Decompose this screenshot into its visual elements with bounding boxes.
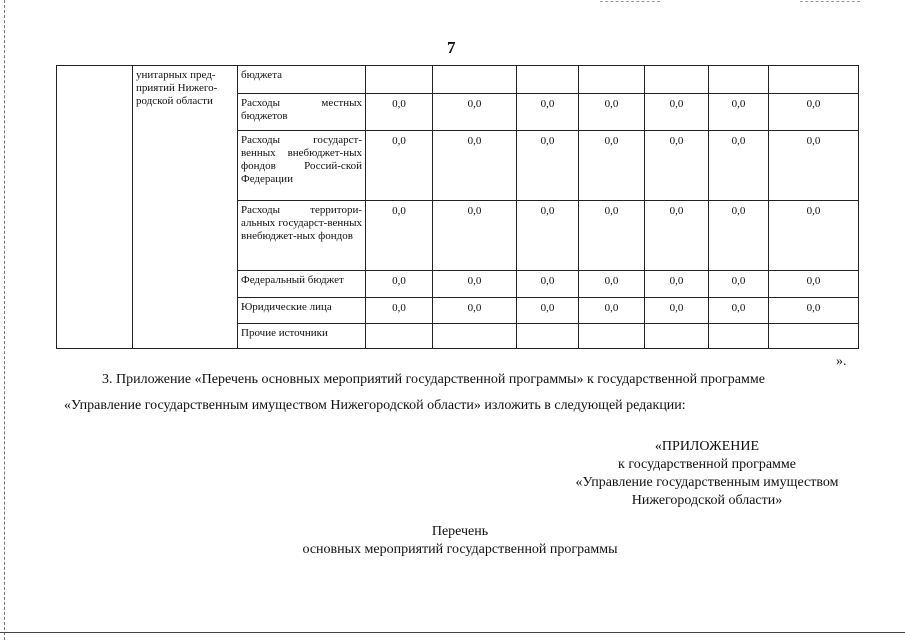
value-cell: 0,0 — [709, 201, 769, 271]
value-cell: 0,0 — [769, 201, 859, 271]
value-cell: 0,0 — [579, 271, 645, 298]
value-cell: 0,0 — [433, 298, 517, 324]
paragraph-line-2: «Управление государственным имуществом Нижегородской области» изложить в следующей редакции: — [64, 398, 686, 413]
value-cell: 0,0 — [579, 94, 645, 131]
value-cell — [579, 66, 645, 94]
value-cell — [517, 324, 579, 349]
value-cell: 0,0 — [579, 201, 645, 271]
value-cell: 0,0 — [517, 298, 579, 324]
value-cell — [366, 324, 433, 349]
margin-line — [4, 0, 5, 640]
program-cell — [57, 66, 133, 349]
value-cell — [366, 66, 433, 94]
appendix-line: «Управление государственным имуществом — [575, 475, 839, 490]
value-cell: 0,0 — [433, 94, 517, 131]
value-cell: 0,0 — [645, 201, 709, 271]
page-edge — [0, 632, 905, 633]
list-title — [250, 523, 670, 559]
appendix-line: «ПРИЛОЖЕНИЕ — [654, 439, 760, 454]
value-cell: 0,0 — [433, 131, 517, 201]
value-cell — [769, 324, 859, 349]
value-cell: 0,0 — [769, 131, 859, 201]
value-cell: 0,0 — [517, 201, 579, 271]
value-cell — [769, 66, 859, 94]
value-cell: 0,0 — [709, 131, 769, 201]
value-cell — [709, 66, 769, 94]
closing-quote: ». — [836, 354, 847, 369]
value-cell — [645, 324, 709, 349]
source-cell: Федеральный бюджет — [238, 271, 366, 298]
value-cell — [433, 66, 517, 94]
source-cell: Расходы территори-альных государст-венных внебюджет-ных фондов — [238, 201, 366, 271]
value-cell: 0,0 — [366, 201, 433, 271]
value-cell — [579, 324, 645, 349]
value-cell: 0,0 — [709, 271, 769, 298]
value-cell — [709, 324, 769, 349]
value-cell: 0,0 — [517, 94, 579, 131]
value-cell: 0,0 — [645, 94, 709, 131]
value-cell: 0,0 — [366, 131, 433, 201]
table-row — [57, 66, 859, 94]
funding-table — [56, 65, 859, 349]
value-cell: 0,0 — [517, 271, 579, 298]
value-cell: 0,0 — [433, 201, 517, 271]
paragraph-line-1: 3. Приложение «Перечень основных мероприятий государственной программы» к государственной программе — [102, 372, 765, 387]
source-cell: Юридические лица — [238, 298, 366, 324]
value-cell: 0,0 — [433, 271, 517, 298]
list-title-line: Перечень — [431, 524, 489, 539]
value-cell: 0,0 — [645, 131, 709, 201]
value-cell: 0,0 — [709, 298, 769, 324]
page-number: 7 — [447, 38, 456, 57]
value-cell: 0,0 — [579, 131, 645, 201]
value-cell — [645, 66, 709, 94]
source-cell: Расходы местных бюджетов — [238, 94, 366, 131]
scan-mark — [800, 1, 860, 2]
scan-mark — [600, 1, 660, 2]
value-cell: 0,0 — [645, 298, 709, 324]
value-cell: 0,0 — [366, 298, 433, 324]
source-cell: Расходы государст-венных внебюджет-ных фондов Россий-ской Федерации — [238, 131, 366, 201]
value-cell: 0,0 — [366, 94, 433, 131]
value-cell: 0,0 — [517, 131, 579, 201]
value-cell: 0,0 — [769, 94, 859, 131]
executor-cell: унитарных пред-приятий Нижего-родской области — [133, 66, 238, 349]
appendix-line: к государственной программе — [618, 457, 796, 472]
appendix-line: Нижегородской области» — [631, 493, 783, 508]
value-cell: 0,0 — [579, 298, 645, 324]
list-title-line: основных мероприятий государственной программы — [302, 542, 618, 557]
value-cell: 0,0 — [366, 271, 433, 298]
source-cell: Прочие источники — [238, 324, 366, 349]
value-cell — [433, 324, 517, 349]
value-cell: 0,0 — [709, 94, 769, 131]
value-cell: 0,0 — [769, 271, 859, 298]
value-cell — [517, 66, 579, 94]
source-cell: бюджета — [238, 66, 366, 94]
appendix-heading — [552, 438, 862, 510]
value-cell: 0,0 — [769, 298, 859, 324]
value-cell: 0,0 — [645, 271, 709, 298]
